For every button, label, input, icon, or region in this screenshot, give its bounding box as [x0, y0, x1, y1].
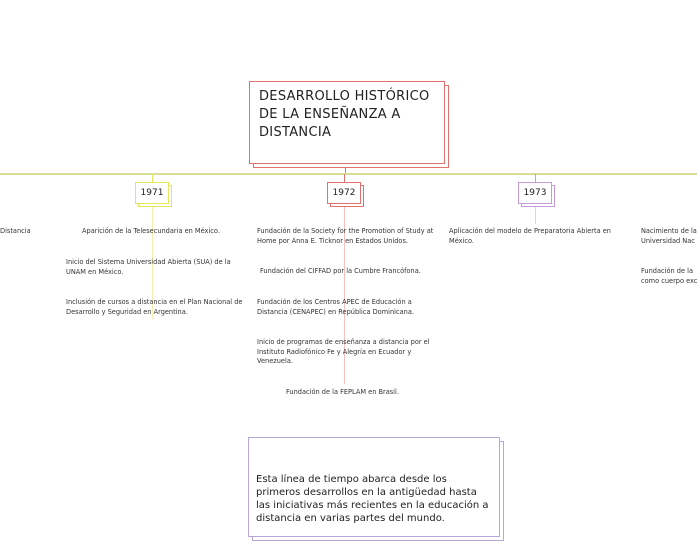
year-node-1972[interactable]: 1972 — [327, 182, 361, 204]
event-1971-1[interactable]: Aparición de la Telesecundaria en México. — [82, 227, 220, 235]
event-1972-4[interactable]: Inicio de programas de enseñanza a distancia por el Instituto Radiofónico Fe y Alegría en Ecuador y Venezuela. — [257, 338, 430, 365]
event-1972-1[interactable]: Fundación de la Society for the Promotion of Study at Home por Anna E. Ticknor en Estados Unidos. — [257, 227, 434, 245]
connector-1973-events — [535, 204, 536, 224]
connector-1971-top — [152, 174, 153, 182]
connector-1973-top — [535, 174, 536, 182]
central-topic-title: DESARROLLO HISTÓRICO DE LA ENSEÑANZA A DISTANCIA — [259, 89, 430, 140]
partial-event-right-1: Nacimiento de la Universidad Nac — [641, 227, 697, 245]
partial-event-right-2: Fundación de la como cuerpo exc — [641, 267, 697, 285]
timeline-line — [0, 173, 697, 175]
event-1973-1[interactable]: Aplicación del modelo de Preparatoria Abierta en México. — [449, 227, 611, 245]
event-1972-3[interactable]: Fundación de los Centros APEC de Educación a Distancia (CENAPEC) en República Dominicana. — [257, 298, 414, 316]
event-1971-2[interactable]: Inicio del Sistema Universidad Abierta (SUA) de la UNAM en México. — [66, 258, 231, 276]
connector-1972-top — [344, 174, 345, 182]
event-1972-2[interactable]: Fundación del CIFFAD por la Cumbre Francófona. — [260, 267, 421, 275]
event-1972-5[interactable]: Fundación de la FEPLAM en Brasil. — [286, 388, 399, 396]
year-node-1973[interactable]: 1973 — [518, 182, 552, 204]
summary-text: Esta línea de tiempo abarca desde los primeros desarrollos en la antigüedad hasta las iniciativas más recientes en la educación a distancia en varias partes del mundo. — [256, 474, 489, 524]
event-1971-3[interactable]: Inclusión de cursos a distancia en el Plan Nacional de Desarrollo y Seguridad en Argentina. — [66, 298, 243, 316]
partial-event-left: Distancia — [0, 227, 31, 235]
year-node-1971[interactable]: 1971 — [135, 182, 169, 204]
